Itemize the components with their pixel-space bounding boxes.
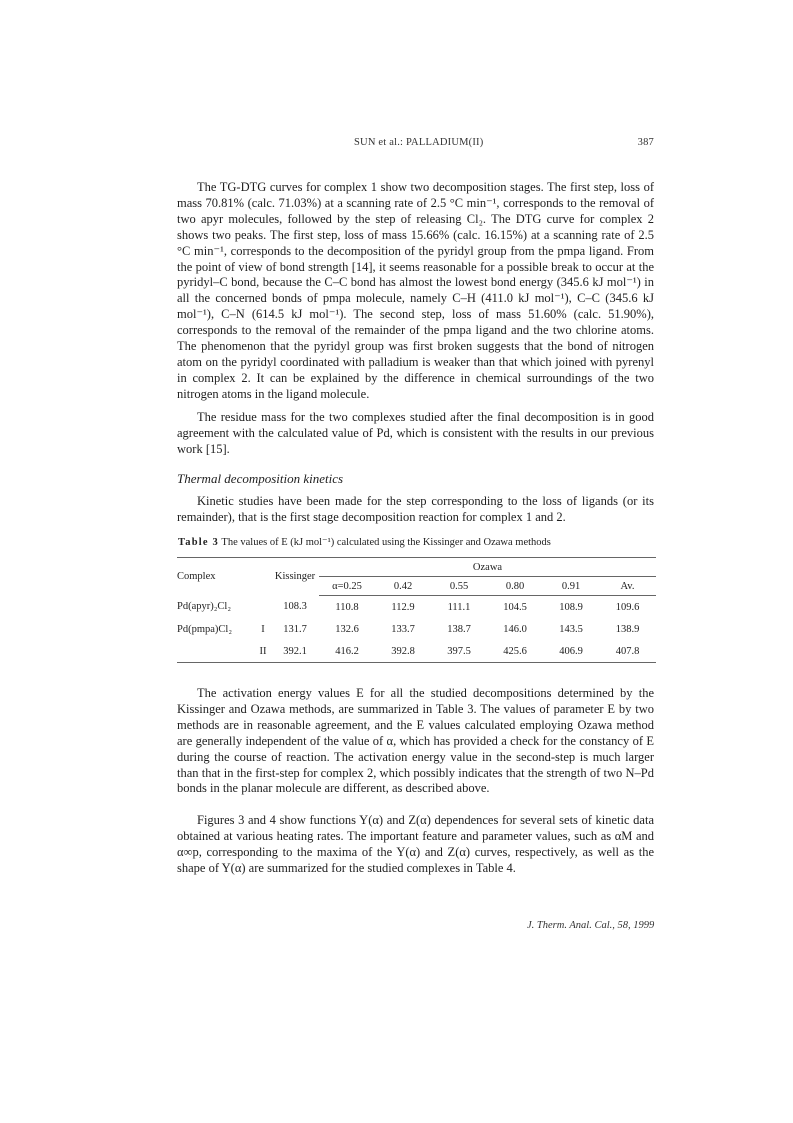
header-ozawa-col: 0.42 (375, 577, 431, 596)
paragraph-figures: Figures 3 and 4 show functions Y(α) and Z(α) dependences for several sets of kinetic data obtained at various heating rates. The important feature and parameter values, such as αM and α∞p, corresponding to the maxima of the Y(α) and Z(α) curves, respectively, as well as the shape of Y(α) are summarized for the studied complexes in Table 4. (177, 813, 654, 875)
header-ozawa: Ozawa (319, 558, 656, 577)
cell-ozawa: 143.5 (559, 623, 583, 635)
running-title: SUN et al.: PALLADIUM(II) (354, 137, 484, 148)
cell-ozawa: 108.9 (559, 601, 583, 613)
header-ozawa-col: 0.55 (431, 577, 487, 596)
paragraph-activation-energy: The activation energy values E for all the studied decompositions determined by the Kissinger and Ozawa methods, are summarized in Table 3. The values of parameter E by two methods are in reasonable agreement, and the E values calculated employing Ozawa method are generally independent of the value of α, which has provided a check for the constancy of E during the course of reaction. The activation energy value in the second-step is much larger than that in the first-step for complex 2, which possibly indicates that the strength of two N–Pd bonds in the planar molecule are different, as described above. (177, 686, 654, 796)
paragraph-tg-dtg: The TG-DTG curves for complex 1 show two decomposition stages. The first step, loss of mass 70.81% (calc. 71.03%) at a scanning rate of 2.5 °C min⁻¹, corresponds to the removal of two apyr molecules, followed by the step of releasing Cl₂. The DTG curve for complex 2 shows two peaks. The first step, loss of mass 15.66% (calc. 16.15%) at a scanning rate of 2.5 °C min⁻¹, corresponds to the decomposition of the pyridyl group from the pmpa ligand. From the point of view of bond strength [14], it seems reasonable for a possible break to occur at the pyridyl–C bond, because the C–C bond has almost the lowest bond energy (345.6 kJ mol⁻¹) in all the concerned bonds of pmpa molecule, namely C–H (411.0 kJ mol⁻¹), C–C (345.6 kJ mol⁻¹), C–N (614.5 kJ mol⁻¹). The second step, loss of mass 51.60% (calc. 51.90%), corresponds to the removal of the remainder of the pmpa ligand and the two chlorine atoms. The phenomenon that the pyridyl group was first broken suggests that the bond of nitrogen atom on the pyridyl coordinated with palladium is weaker than that which joined with pyrenyl in complex 2. It can be explained by the difference in chemical surroundings of the two nitrogen atoms in the ligand molecule. (177, 180, 654, 401)
table-label: Table 3 (178, 537, 219, 548)
paragraph-kinetic-studies: Kinetic studies have been made for the step corresponding to the loss of ligands (or its remainder), that is the first stage decomposition reaction for complex 1 and 2. (177, 494, 654, 524)
cell-kissinger: 392.1 (271, 640, 319, 663)
table-row (177, 596, 656, 619)
table-caption (178, 536, 551, 548)
paragraph-residue-mass: The residue mass for the two complexes studied after the final decomposition is in good agreement with the calculated value of Pd, which is consistent with the results in our previous work [15]. (177, 410, 654, 456)
section-heading: Thermal decomposition kinetics (177, 471, 344, 486)
cell-ozawa-average: 109.6 (615, 601, 640, 613)
page-number: 387 (637, 137, 654, 148)
cell-ozawa: 104.5 (503, 601, 527, 613)
cell-ozawa: 133.7 (391, 623, 415, 635)
cell-ozawa: 406.9 (543, 640, 599, 663)
cell-ozawa: 110.8 (335, 601, 359, 613)
cell-ozawa: 416.2 (319, 640, 375, 663)
header-ozawa-col: 0.91 (543, 577, 599, 596)
cell-ozawa-average: 138.9 (615, 623, 640, 635)
cell-ozawa: 397.5 (431, 640, 487, 663)
header-ozawa-col: Av. (599, 577, 656, 596)
cell-ozawa: 425.6 (487, 640, 543, 663)
cell-ozawa: 132.6 (335, 623, 359, 635)
cell-kissinger: 131.7 (283, 623, 307, 635)
table-row (177, 640, 656, 663)
table-caption-text: The values of E (kJ mol⁻¹) calculated using the Kissinger and Ozawa methods (221, 537, 551, 548)
header-ozawa-col: α=0.25 (319, 577, 375, 596)
cell-ozawa: 392.8 (375, 640, 431, 663)
cell-ozawa: 111.1 (447, 601, 471, 613)
cell-step (255, 596, 271, 619)
cell-step: II (255, 640, 271, 663)
cell-kissinger: 108.3 (283, 601, 307, 613)
running-header (176, 137, 654, 153)
cell-ozawa: 112.9 (391, 601, 415, 613)
journal-footer: J. Therm. Anal. Cal., 58, 1999 (527, 920, 655, 931)
cell-complex: Pd(pmpa)Cl₂ (177, 623, 232, 635)
table-row (177, 618, 656, 640)
cell-complex (177, 640, 255, 663)
cell-ozawa-average: 407.8 (599, 640, 656, 663)
header-ozawa-col: 0.80 (487, 577, 543, 596)
cell-ozawa: 146.0 (503, 623, 527, 635)
header-complex: Complex (177, 558, 271, 596)
cell-ozawa: 138.7 (447, 623, 471, 635)
cell-step: I (261, 623, 265, 635)
header-kissinger: Kissinger (271, 558, 319, 596)
activation-energy-table (177, 557, 656, 663)
cell-complex: Pd(apyr)₂Cl₂ (177, 601, 231, 613)
